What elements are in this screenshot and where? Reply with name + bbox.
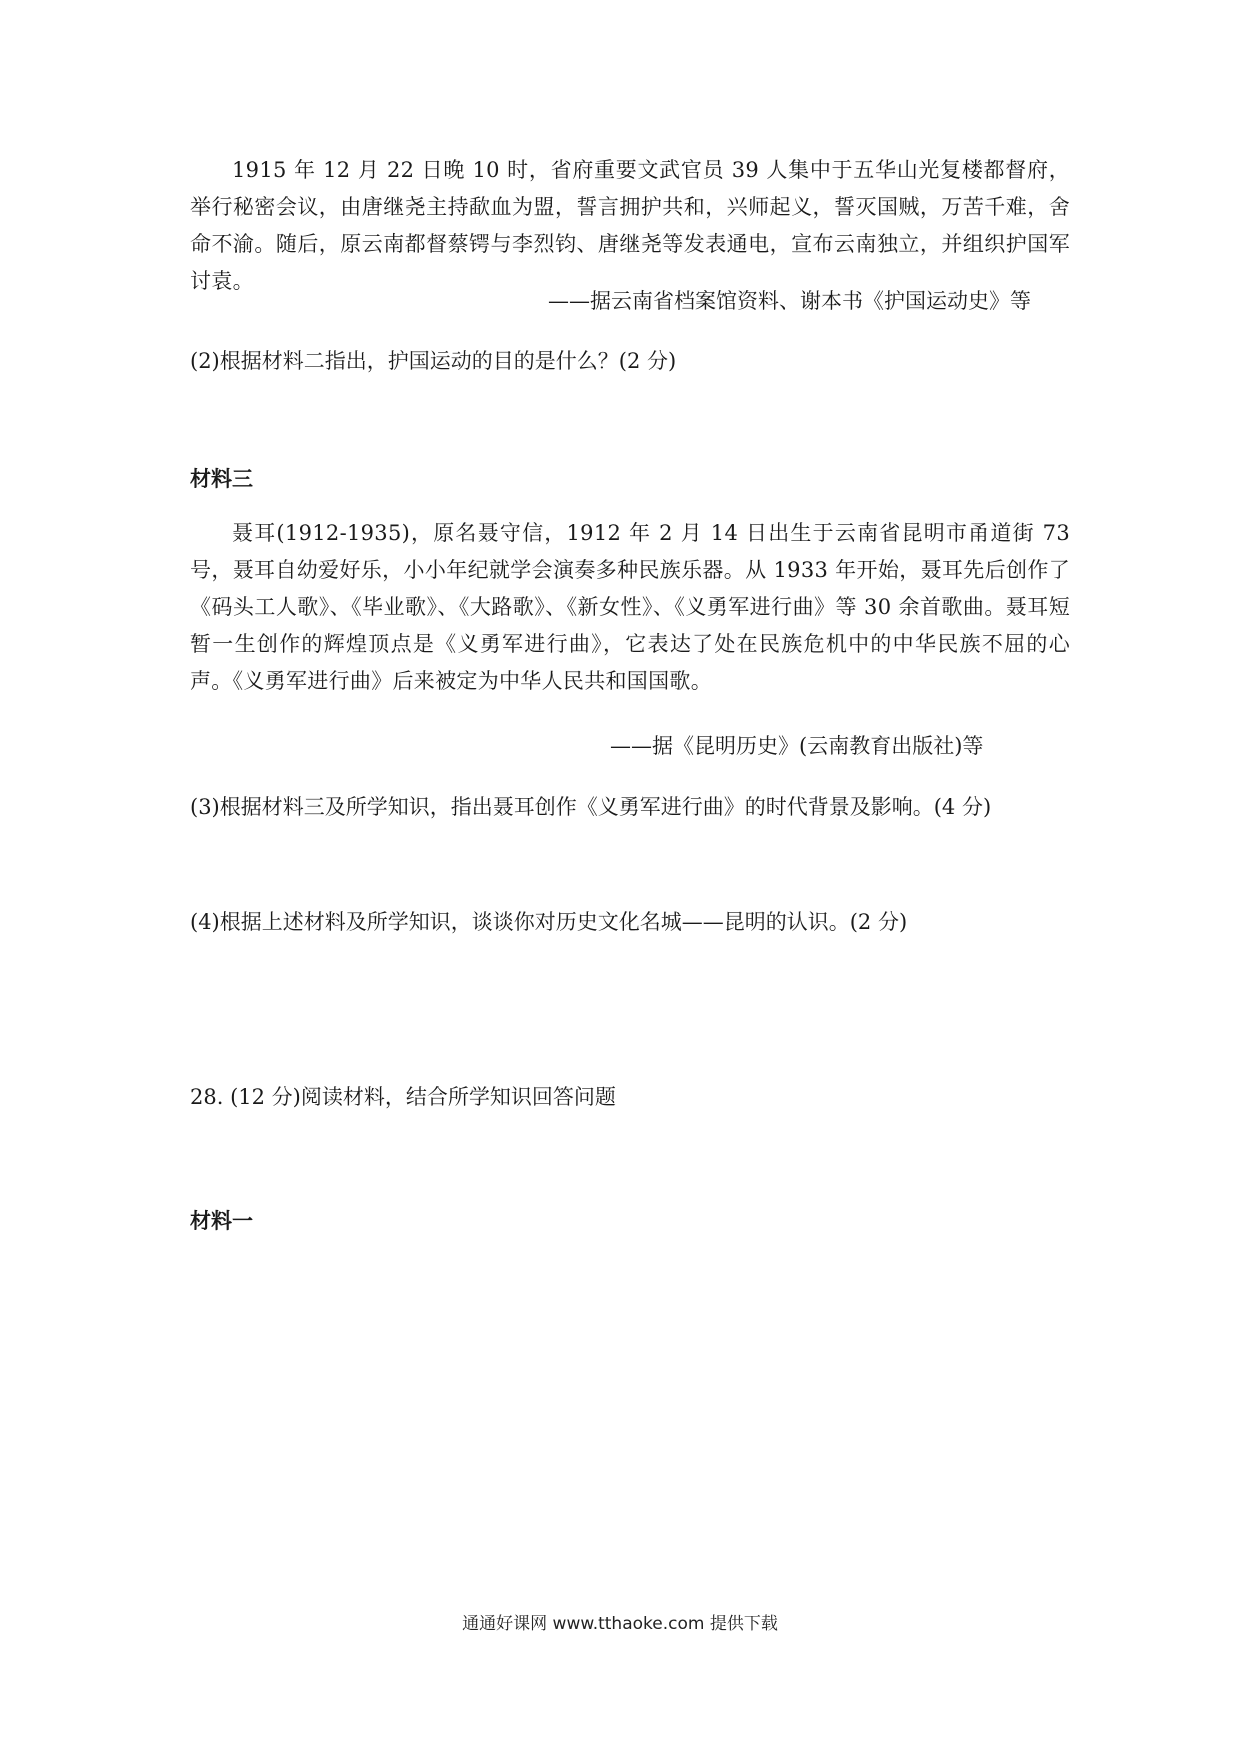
material-three-paragraph: 聂耳(1912-1935)，原名聂守信，1912 年 2 月 14 日出生于云南省昆明市甬道街 73 号，聂耳自幼爱好乐，小小年纪就学会演奏多种民族乐器。从 1933 年开始，聂耳先后创作了《码头工人歌》、《毕业歌》、《大路歌》、《新女性》、《义勇军进行曲》等 30 余首歌曲。聂耳短暂一生创作的辉煌顶点是《义勇军进行曲》，它表达了处在民族危机中的中华民族不屈的心声。《义勇军进行曲》后来被定为中华人民共和国国歌。 bbox=[190, 521, 1070, 693]
material-three-heading: 材料三 bbox=[190, 467, 253, 491]
page-footer: 通通好课网 www.tthaoke.com 提供下载 bbox=[462, 1614, 778, 1634]
question-four: (4)根据上述材料及所学知识，谈谈你对历史文化名城——昆明的认识。(2 分) bbox=[190, 910, 908, 934]
material-two-paragraph: 1915 年 12 月 22 日晚 10 时，省府重要文武官员 39 人集中于五华山光复楼都督府，举行秘密会议，由唐继尧主持歃血为盟，誓言拥护共和，兴师起义，誓灭国贼，万苦千难，舍命不渝。随后，原云南都督蔡锷与李烈钧、唐继尧等发表通电，宣布云南独立，并组织护国军讨袁。 bbox=[190, 158, 1070, 293]
material-three-source: ——据《昆明历史》(云南教育出版社)等 bbox=[610, 734, 984, 758]
question-three: (3)根据材料三及所学知识，指出聂耳创作《义勇军进行曲》的时代背景及影响。(4 分) bbox=[190, 795, 992, 819]
material-one-heading: 材料一 bbox=[190, 1209, 253, 1233]
material-two-source: ——据云南省档案馆资料、谢本书《护国运动史》等 bbox=[548, 289, 1031, 313]
question-28: 28. (12 分)阅读材料，结合所学知识回答问题 bbox=[190, 1085, 616, 1109]
question-two: (2)根据材料二指出，护国运动的目的是什么？(2 分) bbox=[190, 349, 677, 373]
